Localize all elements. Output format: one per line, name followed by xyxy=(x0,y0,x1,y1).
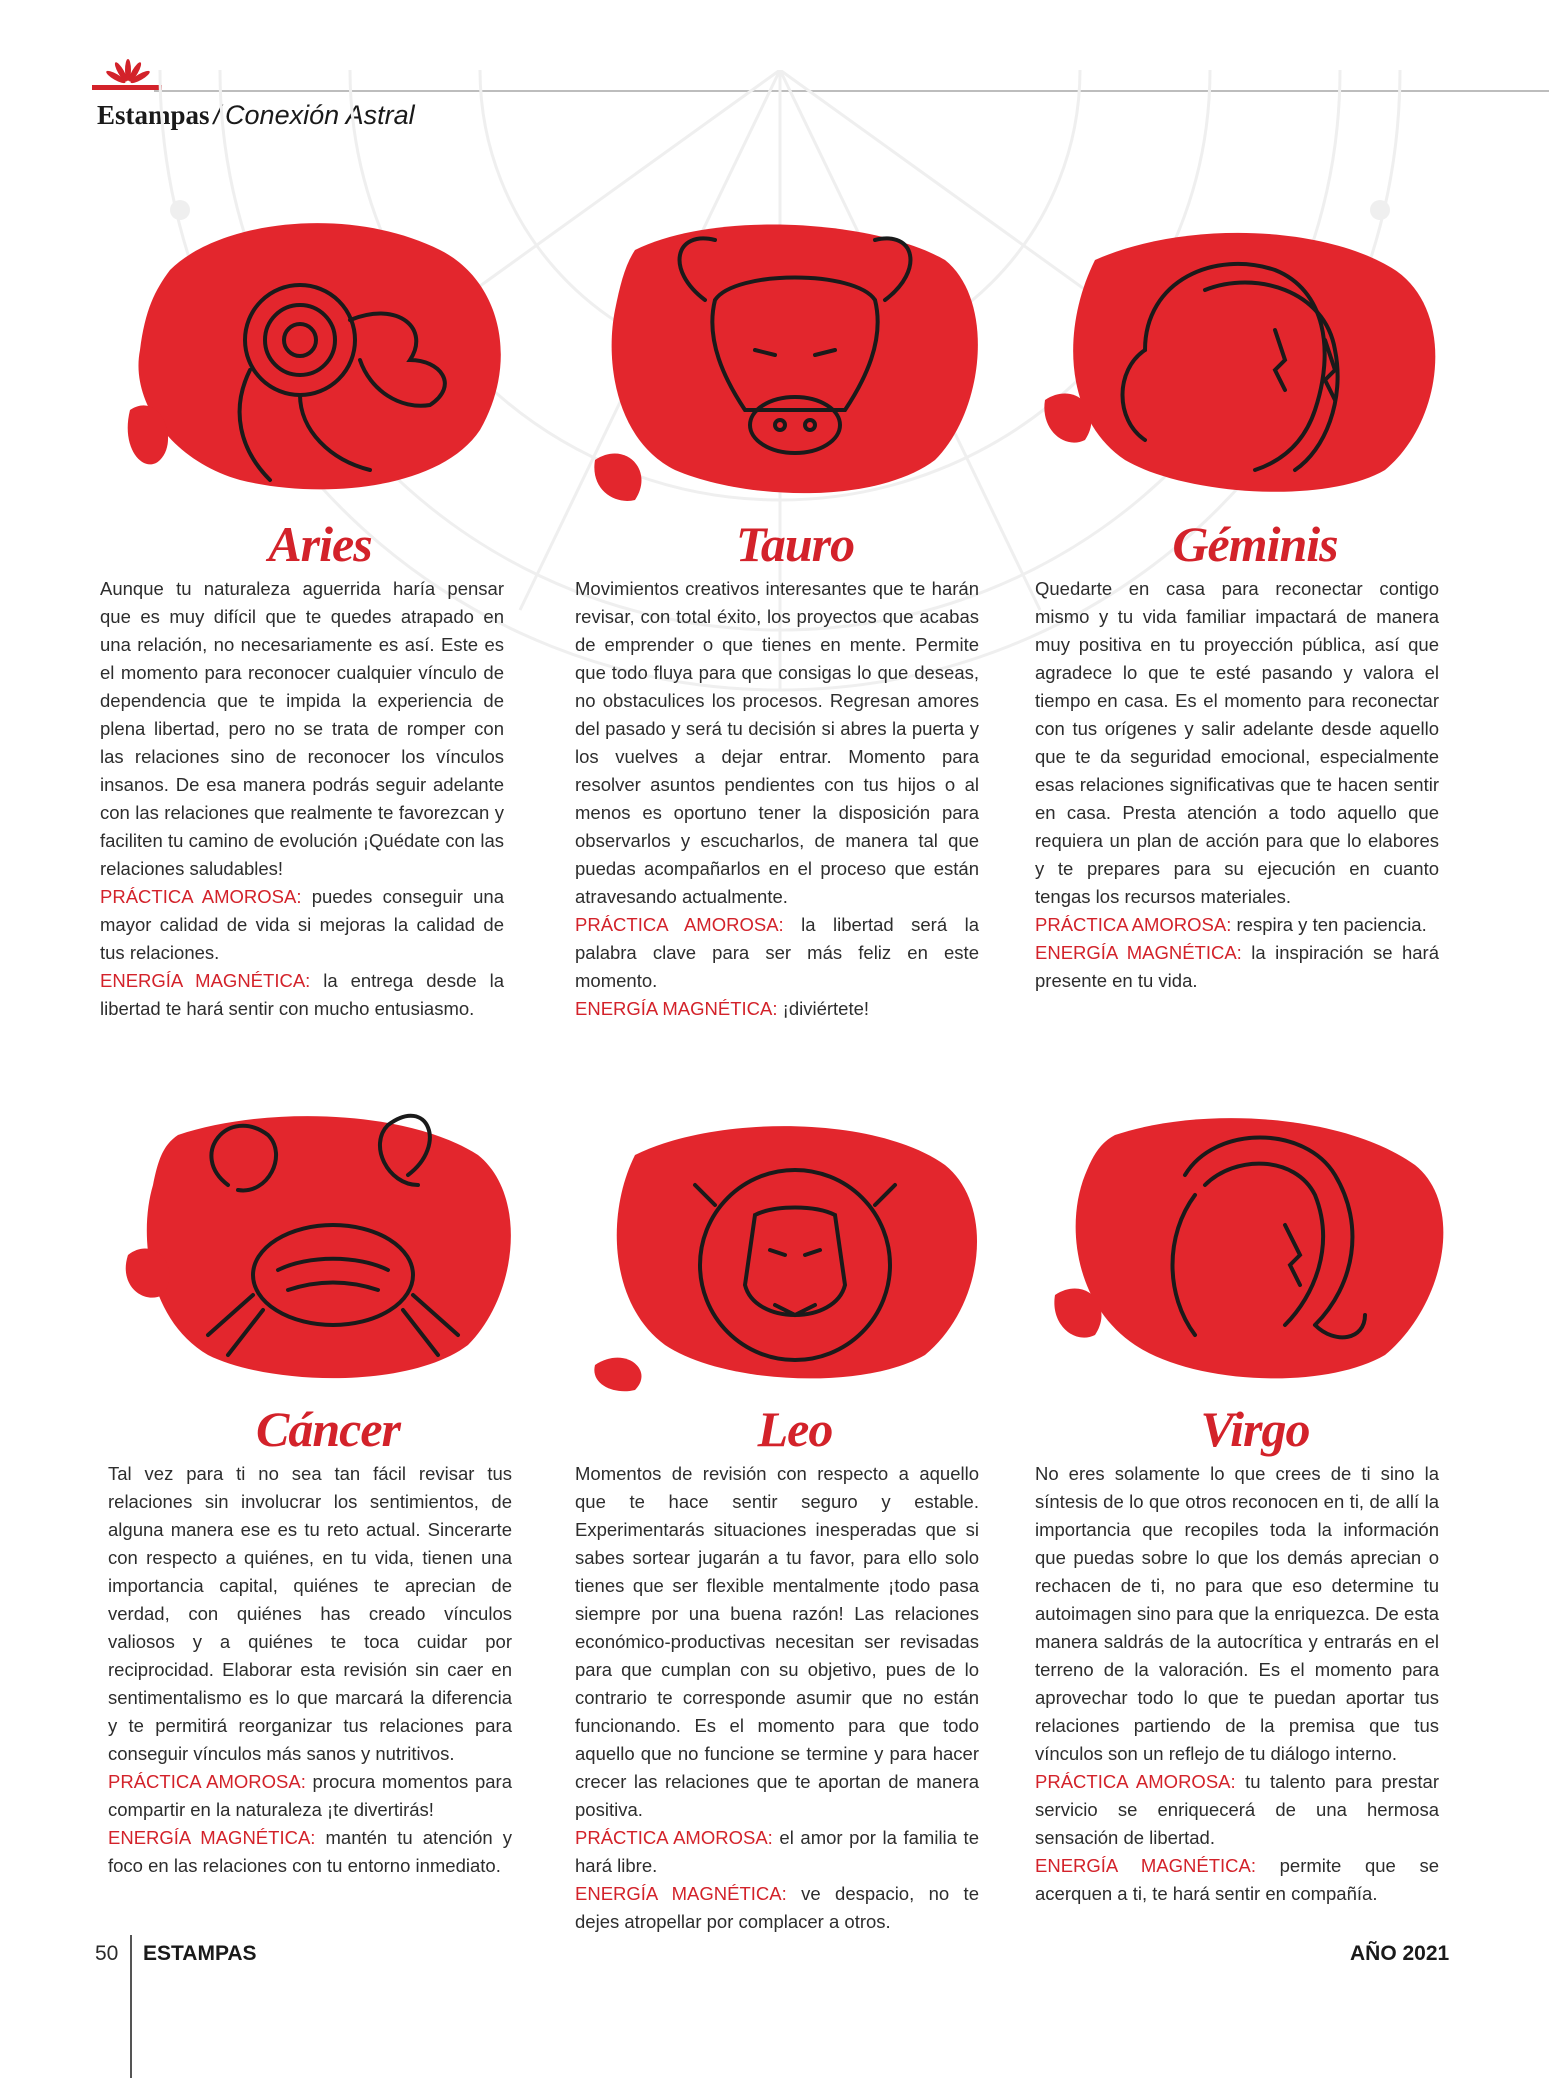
love-practice-label: PRÁCTICA AMOROSA: xyxy=(575,1827,773,1848)
sign-horoscope xyxy=(575,1460,979,1936)
love-practice-text: puedes conseguir una mayor calidad de vida si mejoras la calidad de tus relaciones. xyxy=(100,886,504,963)
horoscope-text: Quedarte en casa para reconectar contigo mismo y tu vida familiar impactará de manera muy positiva en tu proyección pública, así que agradece lo que te esté pasando y valora el tiempo en casa. Es el momento para reconectar con tus orígenes y salir adelante desde aquello que te da seguridad emocional, especialmente esas relaciones significativas que te hacen sentir en casa. Presta atención a todo aquello que requiera un plan de acción para que lo elabores y te prepares para su ejecución en cuanto tengas los recursos materiales. xyxy=(1035,578,1439,907)
horoscope-text: Tal vez para ti no sea tan fácil revisar tus relaciones sin involucrar los sentimientos, de alguna manera ese es tu reto actual. Sincerarte con respecto a quiénes, en tu vida, tienen una importancia capital, quiénes te aprecian de verdad, con quiénes has creado vínculos valiosos y a quiénes te toca cuidar por reciprocidad. Elaborar esta revisión sin caer en sentimentalismo es lo que marcará la diferencia y te permitirá reorganizar tus relaciones para conseguir vínculos más sanos y nutritivos. xyxy=(108,1463,512,1764)
sign-name: Tauro xyxy=(735,516,855,572)
sign-name: Cáncer xyxy=(256,1401,400,1457)
sign-horoscope xyxy=(108,1460,512,1880)
sign-horoscope xyxy=(100,575,504,1023)
magnetic-energy-text: ¡diviértete! xyxy=(777,998,870,1019)
love-practice-label: PRÁCTICA AMOROSA: xyxy=(1035,914,1232,935)
section-name: Conexión Astral xyxy=(225,100,415,130)
love-practice-label: PRÁCTICA AMOROSA: xyxy=(1035,1771,1236,1792)
love-practice-label: PRÁCTICA AMOROSA: xyxy=(100,886,302,907)
love-practice-text: la libertad será la palabra clave para ser más feliz en este momento. xyxy=(575,914,979,991)
lion-head-icon xyxy=(575,1095,1015,1395)
love-practice-text: tu talento para prestar servicio se enriquecerá de una hermosa sensación de libertad. xyxy=(1035,1771,1439,1848)
magnetic-energy-text: mantén tu atención y foco en las relaciones con tu entorno inmediato. xyxy=(108,1827,513,1876)
horoscope-text: Movimientos creativos interesantes que te harán revisar, con total éxito, los proyectos que acabas de emprender o que tienes en mente. Permite que todo fluya para que consigas lo que deseas, no obstaculices los procesos. Regresan amores del pasado y será tu decisión si abres la puerta y los vuelves a dejar entrar. Momento para resolver asuntos pendientes con tus hijos o al menos es oportuno tener la disposición para observarlos y escucharlos, de manera tal que puedas acompañarlos en el proceso que están atravesando actualmente. xyxy=(575,578,979,907)
magnetic-energy-text: la inspiración se hará presente en tu vida. xyxy=(1035,942,1439,991)
magnetic-energy-label: ENERGÍA MAGNÉTICA: xyxy=(108,1827,316,1848)
crab-icon xyxy=(108,1095,548,1395)
magazine-name: Estampas xyxy=(97,100,210,130)
horoscope-text: No eres solamente lo que crees de ti sino la síntesis de lo que otros reconocen en ti, de allí la importancia que recopiles toda la información que puedas sobre lo que los demás aprecian o rechacen de ti, no para que eso determine tu autoimagen sino para que la enriquezca. De esta manera saldrás de la autocrítica y entrarás en el terreno de la valoración. Es el momento para aprovechar todo lo que te puedan aportar tus relaciones partiendo de la premisa que tus vínculos son un reflejo de tu diálogo interno. xyxy=(1035,1463,1439,1764)
sign-name: Virgo xyxy=(1200,1401,1310,1457)
magnetic-energy-label: ENERGÍA MAGNÉTICA: xyxy=(1035,1855,1256,1876)
magnetic-energy-label: ENERGÍA MAGNÉTICA: xyxy=(1035,942,1242,963)
sign-horoscope xyxy=(1035,1460,1439,1908)
ram-head-icon xyxy=(100,210,540,510)
magnetic-energy-label: ENERGÍA MAGNÉTICA: xyxy=(575,1883,787,1904)
love-practice-text: respira y ten paciencia. xyxy=(1231,914,1427,935)
sign-horoscope xyxy=(1035,575,1439,995)
footer-magazine: ESTAMPAS xyxy=(143,1942,257,1965)
horoscope-text: Aunque tu naturaleza aguerrida haría pensar que es muy difícil que te quedes atrapado en una relación, no necesariamente es así. Este es el momento para reconocer cualquier vínculo de dependencia que te impida la experiencia de plena libertad, pero no se trata de romper con las relaciones sino de reconocer los vínculos insanos. De esa manera podrás seguir adelante con las relaciones que realmente te favorezcan y faciliten tu camino de evolución ¡Quédate con las relaciones saludables! xyxy=(100,578,504,879)
page-number: 50 xyxy=(95,1942,119,1965)
magnetic-energy-text: ve despacio, no te dejes atropellar por complacer a otros. xyxy=(575,1883,979,1932)
love-practice-text: procura momentos para compartir en la naturaleza ¡te divertirás! xyxy=(108,1771,512,1820)
magnetic-energy-text: la entrega desde la libertad te hará sentir con mucho entusiasmo. xyxy=(100,970,504,1019)
love-practice-label: PRÁCTICA AMOROSA: xyxy=(575,914,784,935)
sign-name: Géminis xyxy=(1172,516,1338,572)
title-separator: / xyxy=(213,100,222,130)
magnetic-energy-text: permite que se acerquen a ti, te hará sentir en compañía. xyxy=(1035,1855,1439,1904)
footer-year: AÑO 2021 xyxy=(1350,1942,1450,1965)
maiden-profile-icon xyxy=(1035,1095,1475,1395)
bull-head-icon xyxy=(575,210,1015,510)
horoscope-text: Momentos de revisión con respecto a aquello que te hace sentir seguro y estable. Experimentarás situaciones inesperadas que si sabes sortear jugarán a tu favor, para ello solo tienes que ser flexible mentalmente ¡todo pasa siempre por una buena razón! Las relaciones económico-productivas necesitan ser revisadas para que cumplan con su objetivo, pues de lo contrario te corresponde asumir que no están funcionando. Es el momento para que todo aquello que no funcione se termine y para hacer crecer las relaciones que te aportan de manera positiva. xyxy=(575,1463,979,1820)
sign-horoscope xyxy=(575,575,979,1023)
sign-name: Aries xyxy=(268,516,372,572)
sign-name: Leo xyxy=(757,1401,833,1457)
magnetic-energy-label: ENERGÍA MAGNÉTICA: xyxy=(100,970,311,991)
footer-divider xyxy=(130,1935,132,2078)
love-practice-label: PRÁCTICA AMOROSA: xyxy=(108,1771,306,1792)
love-practice-text: el amor por la familia te hará libre. xyxy=(575,1827,979,1876)
magnetic-energy-label: ENERGÍA MAGNÉTICA: xyxy=(575,998,778,1019)
twins-faces-icon xyxy=(1035,210,1475,510)
